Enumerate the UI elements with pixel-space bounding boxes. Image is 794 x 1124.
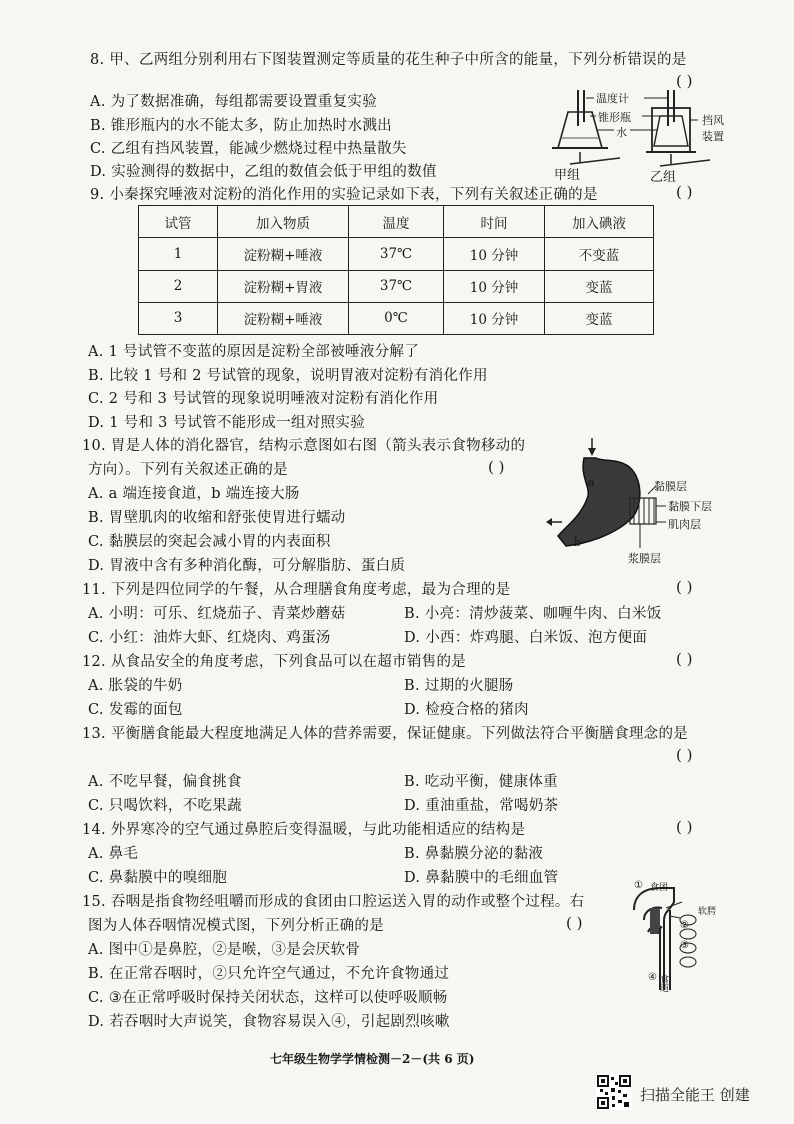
q15-option-b: B. 在正常吞咽时，②只允许空气通过，不允许食物通过 — [88, 966, 450, 982]
page-footer: 七年级生物学学情检测－2－(共 6 页) — [270, 1052, 475, 1066]
table-cell: 淀粉糊+唾液 — [218, 238, 349, 270]
q10-stem-line1: 10. 胃是人体的消化器官，结构示意图如右图（箭头表示食物移动的 — [82, 438, 526, 454]
table-cell: 0℃ — [349, 302, 444, 334]
q10-stem-line2: 方向）。下列有关叙述正确的是 — [88, 462, 288, 478]
table-header: 温度 — [349, 206, 444, 238]
table-cell: 变蓝 — [545, 270, 654, 302]
scanner-watermark: 扫描全能王 创建 — [640, 1086, 750, 1104]
q13-option-a: A. 不吃早餐，偏食挑食 — [88, 774, 242, 790]
q11-answer-paren: ( ) — [676, 578, 693, 596]
q15-option-c: C. ③在正常呼吸时保持关闭状态，这样可以使呼吸顺畅 — [88, 990, 448, 1006]
q14-option-a: A. 鼻毛 — [88, 846, 139, 862]
label-group-yi: 乙组 — [650, 170, 677, 185]
q12-stem: 12. 从食品安全的角度考虑，下列食品可以在超市销售的是 — [82, 654, 467, 670]
q11-option-a: A. 小明：可乐、红烧茄子、青菜炒蘑菇 — [88, 606, 346, 622]
label-esophagus: 食道 — [660, 975, 670, 994]
label-bolus: 食团 — [650, 883, 669, 893]
q12-option-a: A. 胀袋的牛奶 — [88, 678, 183, 694]
table-cell: 37℃ — [349, 270, 444, 302]
q8-apparatus-figure — [540, 86, 740, 185]
table-cell: 变蓝 — [545, 302, 654, 334]
q8-option-b: B. 锥形瓶内的水不能太多，防止加热时水溅出 — [90, 118, 392, 134]
table-row — [139, 238, 654, 270]
q15-stem-line1: 15. 吞咽是指食物经咀嚼而形成的食团由口腔运送入胃的动作或整个过程。右 — [82, 894, 585, 910]
table-row — [139, 302, 654, 334]
throat-diagram — [630, 880, 720, 996]
q14-option-c: C. 鼻黏膜中的嗅细胞 — [88, 870, 228, 886]
q13-answer-paren: ( ) — [676, 746, 693, 764]
q8-stem: 8. 甲、乙两组分别利用右下图装置测定等质量的花生种子中所含的能量，下列分析错误的是 — [90, 52, 687, 68]
q13-stem: 13. 平衡膳食能最大程度地满足人体的营养需要，保证健康。下列做法符合平衡膳食理念的是 — [82, 726, 689, 742]
table-cell: 淀粉糊+胃液 — [218, 270, 349, 302]
q15-option-d: D. 若吞咽时大声说笑，食物容易误入④，引起剧烈咳嗽 — [88, 1014, 450, 1030]
q10-option-a: A. a 端连接食道，b 端连接大肠 — [88, 486, 300, 502]
q11-option-b: B. 小亮：清炒菠菜、咖喱牛肉、白米饭 — [404, 606, 662, 622]
q9-option-c: C. 2 号和 3 号试管的现象说明唾液对淀粉有消化作用 — [88, 391, 439, 407]
q10-stomach-figure — [544, 436, 744, 566]
label-end-a: a — [588, 476, 595, 489]
q14-stem: 14. 外界寒冷的空气通过鼻腔后变得温暖，与此功能相适应的结构是 — [82, 822, 526, 838]
q13-option-b: B. 吃动平衡，健康体重 — [404, 774, 558, 790]
q15-option-a: A. 图中①是鼻腔，②是喉，③是会厌软骨 — [88, 942, 361, 958]
table-cell: 淀粉糊+唾液 — [218, 302, 349, 334]
label-windshield-1: 挡风 — [702, 114, 724, 127]
q10-option-c: C. 黏膜层的突起会减小胃的内表面积 — [88, 534, 331, 550]
label-serosa: 浆膜层 — [628, 552, 661, 565]
q11-option-d: D. 小西：炸鸡腿、白米饭、泡方便面 — [404, 630, 648, 646]
q14-answer-paren: ( ) — [676, 818, 693, 836]
q8-option-a: A. 为了数据准确，每组都需要设置重复实验 — [90, 94, 377, 110]
q8-answer-paren: ( ) — [676, 72, 693, 90]
label-thermometer: 温度计 — [596, 92, 629, 105]
label-2: ② — [680, 920, 689, 931]
label-end-b: b — [574, 536, 582, 549]
q15-stem-line2: 图为人体吞咽情况模式图，下列分析正确的是 — [88, 918, 384, 934]
table-cell: 10 分钟 — [444, 270, 545, 302]
table-header-row — [139, 206, 654, 238]
label-water: 水 — [616, 126, 627, 139]
q9-experiment-table — [138, 205, 654, 335]
q9-answer-paren: ( ) — [676, 183, 693, 201]
q15-answer-paren: ( ) — [566, 914, 583, 932]
table-cell: 10 分钟 — [444, 302, 545, 334]
label-soft-palate: 软腭 — [698, 907, 717, 917]
q12-option-b: B. 过期的火腿肠 — [404, 678, 514, 694]
table-cell: 1 — [139, 238, 218, 270]
q15-swallow-figure — [630, 880, 720, 996]
label-mucosa: 黏膜层 — [654, 480, 687, 493]
table-header: 加入物质 — [218, 206, 349, 238]
q9-option-a: A. 1 号试管不变蓝的原因是淀粉全部被唾液分解了 — [88, 344, 420, 360]
table-cell: 不变蓝 — [545, 238, 654, 270]
table-cell: 10 分钟 — [444, 238, 545, 270]
table-header: 时间 — [444, 206, 545, 238]
q11-stem: 11. 下列是四位同学的午餐，从合理膳食角度考虑，最为合理的是 — [82, 582, 511, 598]
q9-option-d: D. 1 号和 3 号试管不能形成一组对照实验 — [88, 415, 366, 431]
q8-option-c: C. 乙组有挡风装置，能减少燃烧过程中热量散失 — [90, 141, 407, 157]
q12-option-d: D. 检疫合格的猪肉 — [404, 702, 529, 718]
table-cell: 3 — [139, 302, 218, 334]
label-submucosa: 黏膜下层 — [668, 500, 712, 513]
label-3: ③ — [680, 940, 689, 951]
q12-option-c: C. 发霉的面包 — [88, 702, 183, 718]
label-group-jia: 甲组 — [554, 168, 581, 183]
label-muscle: 肌肉层 — [668, 518, 701, 531]
q14-option-b: B. 鼻黏膜分泌的黏液 — [404, 846, 544, 862]
q10-option-d: D. 胃液中含有多种消化酶，可分解脂肪、蛋白质 — [88, 558, 406, 574]
q13-option-d: D. 重油重盐，常喝奶茶 — [404, 798, 559, 814]
q9-option-b: B. 比较 1 号和 2 号试管的现象，说明胃液对淀粉有消化作用 — [88, 368, 488, 384]
q10-option-b: B. 胃壁肌肉的收缩和舒张使胃进行蠕动 — [88, 510, 346, 526]
qr-code-icon — [596, 1074, 632, 1110]
table-header: 试管 — [139, 206, 218, 238]
q10-answer-paren: ( ) — [488, 458, 505, 476]
label-4: ④ — [648, 972, 657, 983]
table-cell: 2 — [139, 270, 218, 302]
q12-answer-paren: ( ) — [676, 650, 693, 668]
label-1: ① — [634, 880, 643, 891]
table-row — [139, 270, 654, 302]
q14-option-d: D. 鼻黏膜中的毛细血管 — [404, 870, 559, 886]
q9-stem: 9. 小秦探究唾液对淀粉的消化作用的实验记录如下表，下列有关叙述正确的是 — [90, 187, 598, 203]
q11-option-c: C. 小红：油炸大虾、红烧肉、鸡蛋汤 — [88, 630, 331, 646]
q13-option-c: C. 只喝饮料，不吃果蔬 — [88, 798, 242, 814]
table-header: 加入碘液 — [545, 206, 654, 238]
label-flask: 锥形瓶 — [598, 111, 631, 124]
label-windshield-2: 装置 — [702, 130, 724, 143]
q8-option-d: D. 实验测得的数据中，乙组的数值会低于甲组的数值 — [90, 164, 437, 180]
table-cell: 37℃ — [349, 238, 444, 270]
